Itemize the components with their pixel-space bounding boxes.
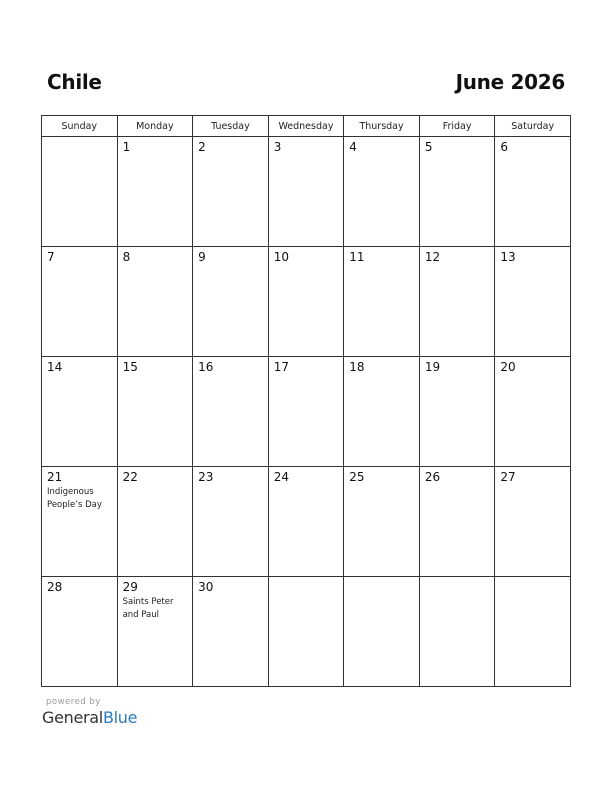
- day-number: 2: [198, 140, 206, 154]
- weekday-wednesday: Wednesday: [268, 116, 344, 137]
- weekday-monday: Monday: [117, 116, 193, 137]
- day-number: 24: [273, 470, 289, 484]
- day-cell: [268, 247, 344, 357]
- day-cell: [117, 467, 193, 577]
- day-number: 16: [198, 360, 214, 374]
- powered-by-text: powered by: [46, 697, 101, 707]
- day-number: 12: [424, 250, 441, 264]
- day-cell: [495, 577, 571, 687]
- day-cell: [344, 137, 420, 247]
- weekday-tuesday: Tuesday: [193, 116, 269, 137]
- day-cell: [495, 247, 571, 357]
- week-row: [42, 137, 571, 247]
- day-cell: [419, 247, 495, 357]
- day-number: 1: [122, 140, 131, 154]
- day-cell: [193, 137, 269, 247]
- day-cell: [495, 137, 571, 247]
- day-number: 8: [122, 250, 131, 264]
- day-number: 27: [500, 470, 516, 484]
- day-number: 9: [198, 250, 206, 264]
- day-number: 20: [500, 360, 516, 374]
- logo-blue-text: Blue: [102, 708, 138, 727]
- day-cell: [419, 137, 495, 247]
- day-cell: [495, 467, 571, 577]
- day-number: 30: [198, 580, 214, 594]
- day-cell: [419, 357, 495, 467]
- day-number: 29: [122, 580, 138, 594]
- day-cell: [42, 467, 118, 577]
- day-number: 3: [273, 140, 282, 154]
- day-cell: [193, 357, 269, 467]
- day-number: 17: [273, 360, 289, 374]
- weekday-sunday: Sunday: [42, 116, 118, 137]
- calendar-grid: [41, 115, 571, 687]
- weekday-saturday: Saturday: [495, 116, 571, 137]
- day-cell: [117, 577, 193, 687]
- day-number: 5: [424, 140, 433, 154]
- day-cell: [193, 247, 269, 357]
- holiday-label: Indigenous People’s Day: [47, 487, 102, 510]
- day-cell: [117, 137, 193, 247]
- holiday-label: Saints Peter and Paul: [122, 597, 174, 620]
- country-title: Chile: [47, 70, 102, 94]
- weekday-thursday: Thursday: [344, 116, 420, 137]
- day-number: 13: [500, 250, 516, 264]
- day-cell: [117, 247, 193, 357]
- weekday-friday: Friday: [419, 116, 495, 137]
- day-number: 22: [122, 470, 138, 484]
- logo-general-text: General: [42, 708, 103, 727]
- day-number: 15: [122, 360, 138, 374]
- day-cell: [193, 467, 269, 577]
- day-number: 19: [424, 360, 441, 374]
- day-cell: [117, 357, 193, 467]
- day-cell: [42, 577, 118, 687]
- day-cell: [42, 137, 118, 247]
- week-row: [42, 577, 571, 687]
- day-number: 11: [349, 250, 365, 264]
- day-number: 28: [47, 580, 63, 594]
- day-cell: [419, 467, 495, 577]
- day-number: 10: [273, 250, 289, 264]
- generalblue-logo: [42, 708, 137, 727]
- day-cell: [42, 357, 118, 467]
- day-cell: [344, 247, 420, 357]
- week-row: [42, 467, 571, 577]
- day-cell: [495, 357, 571, 467]
- day-cell: [268, 357, 344, 467]
- day-cell: [419, 577, 495, 687]
- day-number: 26: [424, 470, 441, 484]
- day-cell: [344, 467, 420, 577]
- day-number: 7: [47, 250, 55, 264]
- day-cell: [344, 577, 420, 687]
- weekday-header-row: [42, 116, 571, 137]
- week-row: [42, 357, 571, 467]
- day-number: 21: [47, 470, 63, 484]
- day-cell: [268, 467, 344, 577]
- day-cell: [42, 247, 118, 357]
- day-number: 4: [349, 140, 357, 154]
- week-row: [42, 247, 571, 357]
- day-number: 18: [349, 360, 365, 374]
- day-cell: [193, 577, 269, 687]
- day-number: 25: [349, 470, 365, 484]
- day-cell: [268, 577, 344, 687]
- day-cell: [344, 357, 420, 467]
- day-number: 6: [500, 140, 509, 154]
- footer-brand: [42, 697, 137, 727]
- month-year-title: June 2026: [455, 70, 565, 94]
- day-cell: [268, 137, 344, 247]
- day-number: 14: [47, 360, 63, 374]
- day-number: 23: [198, 470, 214, 484]
